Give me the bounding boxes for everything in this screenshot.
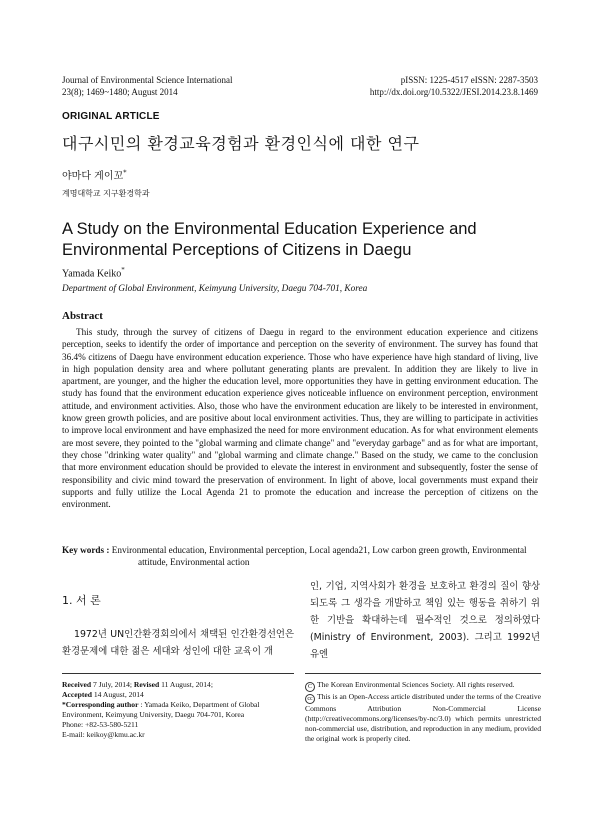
journal-issue: 23(8); 1469~1480; August 2014 [62,87,178,97]
issn-text: pISSN: 1225-4517 eISSN: 2287-3503 [400,75,538,85]
revised-label: Revised [133,680,160,689]
english-author [62,266,125,279]
english-title [62,219,542,261]
article-type-label: ORIGINAL ARTICLE [62,111,160,122]
corresponding-label: *Corresponding author [62,700,139,709]
footnote-divider-left [62,673,294,674]
footnote-dates [62,680,298,740]
creative-commons-icon: cc [305,694,315,704]
footnote-divider-right [305,673,541,674]
english-title-line-1: A Study on the Environmental Education Experience and [62,220,477,238]
received-label: Received [62,680,92,689]
keywords-line-2: attitude, Environmental action [138,557,250,567]
corresponding-text: : Yamada Keiko, Department of Global Environment, Keimyung University, Daegu 704-701, Korea [62,700,260,719]
license-text: This is an Open-Access article distributed under the terms of the Creative Commons Attribution Non-Commercial License (http://creativecommons.org/licenses/by-nc/3.0) which permits unrestricted non-commercial use, distribution, and reproduction in any medium, provided the original work is properly cited. [305,692,541,743]
korean-title: 대구시민의 환경교육경험과 환경인식에 대한 연구 [62,134,420,153]
keywords [62,544,538,568]
accepted-date: 14 August, 2014 [93,690,144,699]
korean-author-name: 야마다 게이꼬 [62,171,124,182]
section-heading-introduction: 1. 서 론 [62,594,101,607]
copyright-icon: C [305,682,315,692]
english-title-line-2: Environmental Perceptions of Citizens in Daegu [62,241,412,259]
copyright-text: The Korean Environmental Sciences Society. All rights reserved. [317,680,515,689]
keywords-line-1: Environmental education, Environmental perception, Local agenda21, Low carbon green growth, Environmental [111,545,527,555]
revised-date: 11 August, 2014; [161,680,213,689]
abstract-text: This study, through the survey of citizens of Daegu in regard to the environment education experience and citizens perception, seeks to identify the order of importance and perception on the severity of environment. The survey has found that 36.4% citizens of Daegu have environment education experience. Those who have experience have high standard of living, live in high population density area and where pollutant generating plants are prevalent. In addition they are likely to live in apartment, are younger, and the higher the education level, more opportunities they have in getting environment education. The study has found that the environment education experience gives noticeable influence on environment perception, environment attitude, and environment activities. Also, those who have the environment education are likely to be interested in environment, know green growth policies, and are positive about local environment activities. Thus, they are willing to participate in activities to improve local environment and have emphasized the need for more environment education. As for what environment elements are most severe, they pointed to the "global warming and climate change" and "everyday garbage" and as for what are important, they chose "drinking water quality" and "global warming and climate change." Based on the study, we came to the conclusion that more environment education should be provided to elevate the interest in environment and subsequently, foster the sense of responsibility and civic mind toward the preservation of environment. In light of above, local governments must expand their supports and fully utilize the Local Agenda 21 to promote the education and increase the perception of citizens on the environment. [62,327,538,510]
korean-affiliation: 계명대학교 지구환경학과 [62,189,150,198]
korean-author [62,167,127,182]
issn-header [370,74,538,98]
body-right-column: 인, 기업, 지역사회가 환경을 보호하고 환경의 질이 향상되도록 그 생각을 개발하고 책임 있는 행동을 취하기 위한 기반을 확대하는데 필수적인 것으로 정의하였다 (Ministry of Environment, 2003). 그리고 1992년 유엔 [310,581,540,660]
journal-header [62,74,232,98]
phone-number: Phone: +82-53-580-5211 [62,720,139,729]
body-left-column: 1972년 UN인간환경회의에서 채택된 인간환경선언은 환경문제에 대한 젊은 세대와 성인에 대한 교육이 개 [62,629,294,657]
email-address[interactable]: E-mail: keikoy@kmu.ac.kr [62,730,145,739]
accepted-label: Accepted [62,690,92,699]
footnote-license [305,680,541,744]
journal-name: Journal of Environmental Science International [62,75,233,85]
english-author-name: Yamada Keiko [62,268,122,280]
korean-author-mark: * [123,168,127,177]
keywords-label: Key words : [62,545,110,555]
received-date: 7 July, 2014; [93,680,132,689]
english-author-mark: * [121,266,125,274]
english-affiliation: Department of Global Environment, Keimyung University, Daegu 704-701, Korea [62,284,368,294]
doi-link[interactable]: http://dx.doi.org/10.5322/JESI.2014.23.8.1469 [369,87,538,97]
abstract-heading: Abstract [62,310,103,322]
